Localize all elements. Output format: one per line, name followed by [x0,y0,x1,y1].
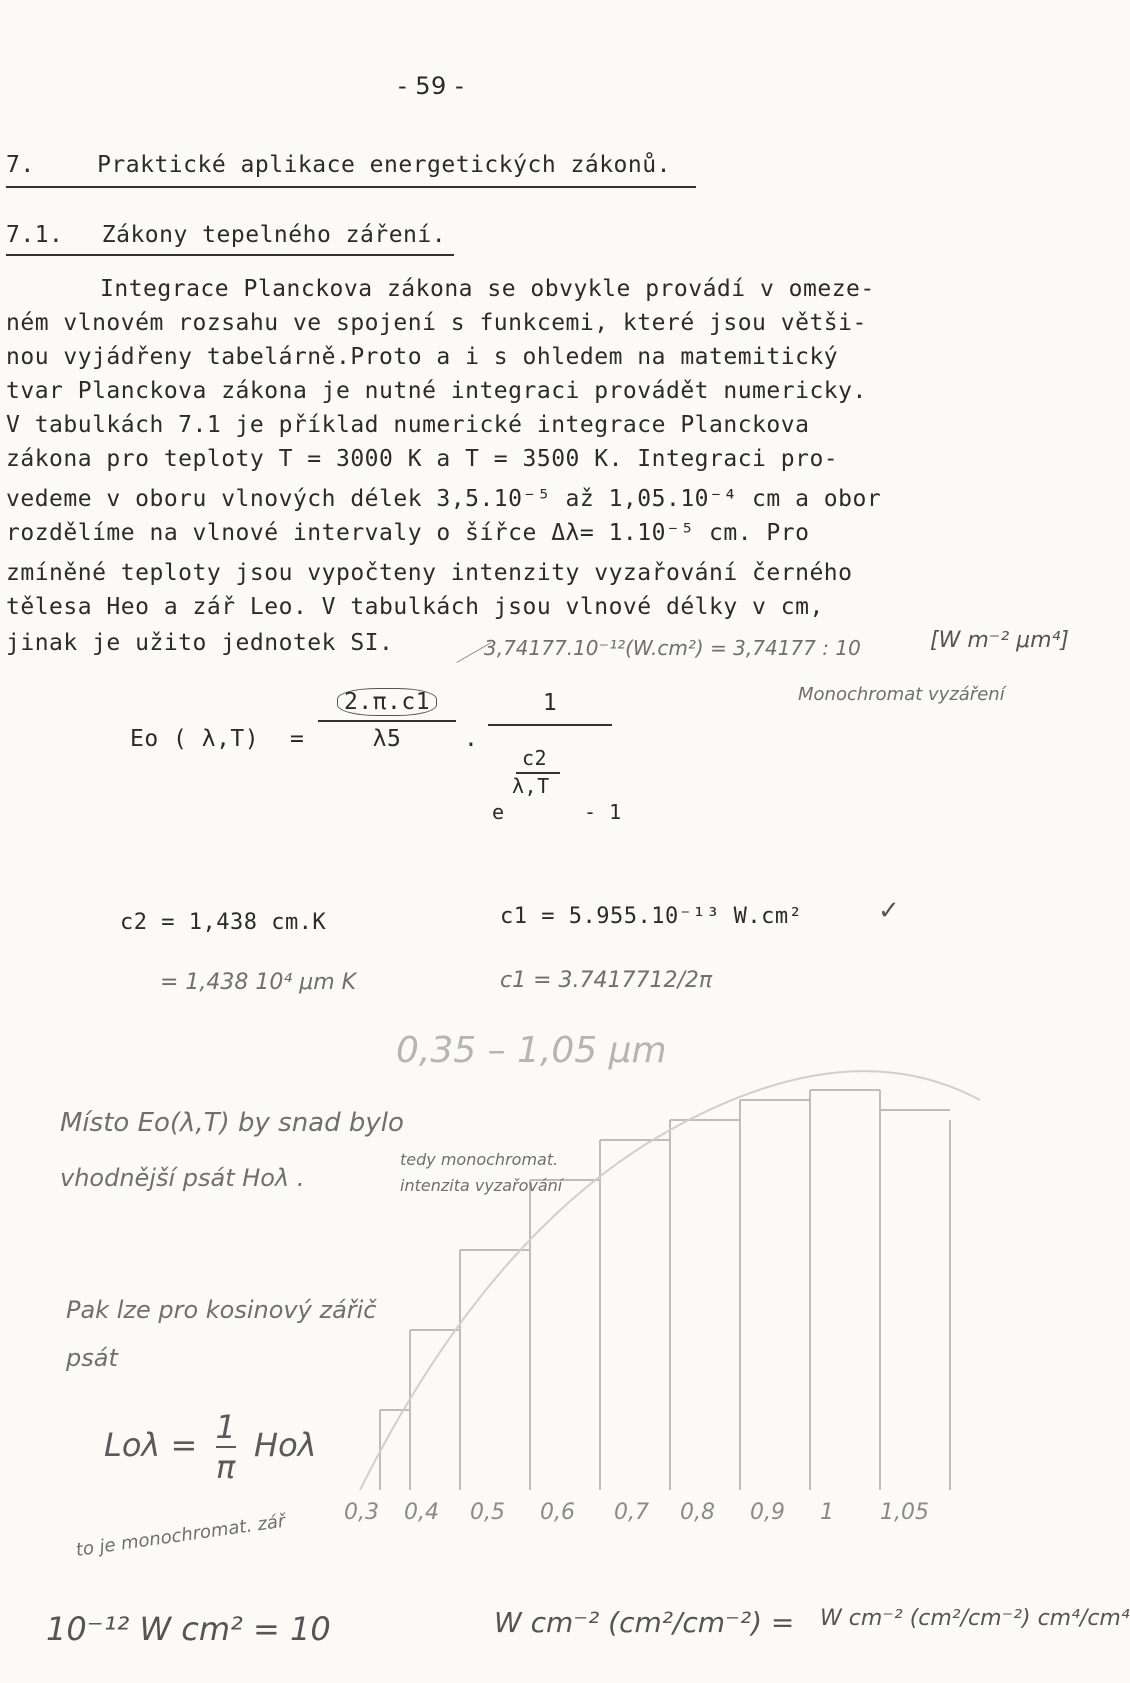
handwritten-misto-line2: vhodnější psát Hoλ . [60,1164,305,1192]
axis-label: 1,05 [880,1500,929,1525]
section-number: 7.1. [6,222,64,248]
planck-formula-lhs: Eo ( λ,T) [130,726,260,752]
constant-c2: c2 = 1,438 cm.K [120,910,327,935]
chapter-title: Praktické aplikace energetických zákonů. [97,152,671,178]
planck-den1: λ5 [372,726,402,752]
pencil-bar-sketch [340,1080,1060,1510]
handwritten-c1-conversion: c1 = 3.7417712/2π [500,968,713,993]
paragraph-line: tvar Planckova zákona je nutné integraci provádět numericky. [6,378,867,404]
paragraph-line: vedeme v oboru vlnových délek 3,5.10⁻⁵ až 1,05.10⁻⁴ cm a obor [6,486,882,512]
chapter-number: 7. [6,152,35,178]
handwritten-l-formula [104,1408,317,1486]
handwritten-units-note: [W m⁻² μm⁴] [930,628,1070,653]
planck-minus-one: - 1 [584,800,622,824]
chapter-underline [6,186,696,188]
handwritten-bottom-mid: W cm⁻² (cm²/cm⁻²) = [494,1606,795,1639]
handwritten-monochromat-note: Monochromat vyzáření [798,684,1005,705]
handwritten-pak-line1: Pak lze pro kosinový zářič [66,1296,377,1324]
checkmark: ✓ [878,896,900,926]
l-formula-rhs: Hoλ [254,1426,317,1464]
handwritten-tedy-line2: intenzita vyzařování [400,1176,563,1195]
axis-label: 0,9 [750,1500,785,1525]
handwritten-bottom-left: 10⁻¹² W cm² = 10 [46,1610,331,1648]
planck-num1: 2.π.c1 [337,688,437,716]
paragraph-line: jinak je užito jednotek SI. [6,630,394,656]
handwritten-to-je: to je monochromat. zář [74,1510,287,1561]
handwritten-bottom-right: W cm⁻² (cm²/cm⁻²) cm⁴/cm⁴ [820,1606,1130,1631]
section-heading [6,222,446,248]
handwritten-top-note: 3,74177.10⁻¹²(W.cm²) = 3,74177 : 10 [484,636,861,660]
paragraph-line: nou vyjádřeny tabelárně.Proto a i s ohledem na matemitický [6,344,839,370]
handwritten-c2-conversion: = 1,438 10⁴ μm K [160,970,357,995]
axis-label: 0,8 [680,1500,715,1525]
page-number: - 59 - [398,72,465,100]
axis-label: 0,7 [614,1500,649,1525]
paragraph-line: rozdělíme na vlnové intervaly o šířce Δλ= 1.10⁻⁵ cm. Pro [6,520,810,546]
axis-label: 0,3 [344,1500,379,1525]
axis-label: 0,6 [540,1500,575,1525]
handwritten-tedy-line1: tedy monochromat. [400,1150,559,1169]
planck-e: e [492,800,505,824]
fraction-bar [488,724,612,726]
handwritten-misto-line1: Místo Eo(λ,T) by snad bylo [60,1108,404,1138]
planck-exp-den: λ,T [512,774,550,798]
axis-label: 0,4 [404,1500,439,1525]
chapter-heading [6,152,671,178]
l-formula-den: π [216,1448,236,1486]
handwritten-range-note: 0,35 – 1,05 μm [396,1030,667,1071]
constant-c1: c1 = 5.955.10⁻¹³ W.cm² [500,904,803,929]
planck-exp-num: c2 [522,746,548,770]
paragraph-line: tělesa Heo a zář Leo. V tabulkách jsou vlnové délky v cm, [6,594,824,620]
fraction-bar [318,720,456,722]
axis-label: 0,5 [470,1500,505,1525]
l-formula-lhs: Loλ = [104,1426,198,1464]
planck-formula-equals: = [290,726,305,752]
planck-dot: . [464,726,479,752]
planck-fraction-1 [318,688,456,752]
l-formula-fraction [216,1408,236,1486]
paragraph-line: zmíněné teploty jsou vypočteny intenzity vyzařování černého [6,560,853,586]
l-formula-num: 1 [215,1408,236,1446]
paragraph-line: Integrace Planckova zákona se obvykle provádí v omeze- [100,276,875,302]
section-title: Zákony tepelného záření. [101,222,447,248]
paragraph-line: zákona pro teploty T = 3000 K a T = 3500 K. Integraci pro- [6,446,839,472]
planck-fraction-2 [488,690,612,726]
paragraph-line: V tabulkách 7.1 je příklad numerické integrace Planckova [6,412,810,438]
handwritten-pak-line2: psát [66,1344,118,1372]
planck-num2: 1 [542,690,558,716]
axis-label: 1 [820,1500,834,1525]
section-underline [6,254,454,256]
paragraph-line: ném vlnovém rozsahu ve spojení s funkcemi, které jsou větši- [6,310,867,336]
